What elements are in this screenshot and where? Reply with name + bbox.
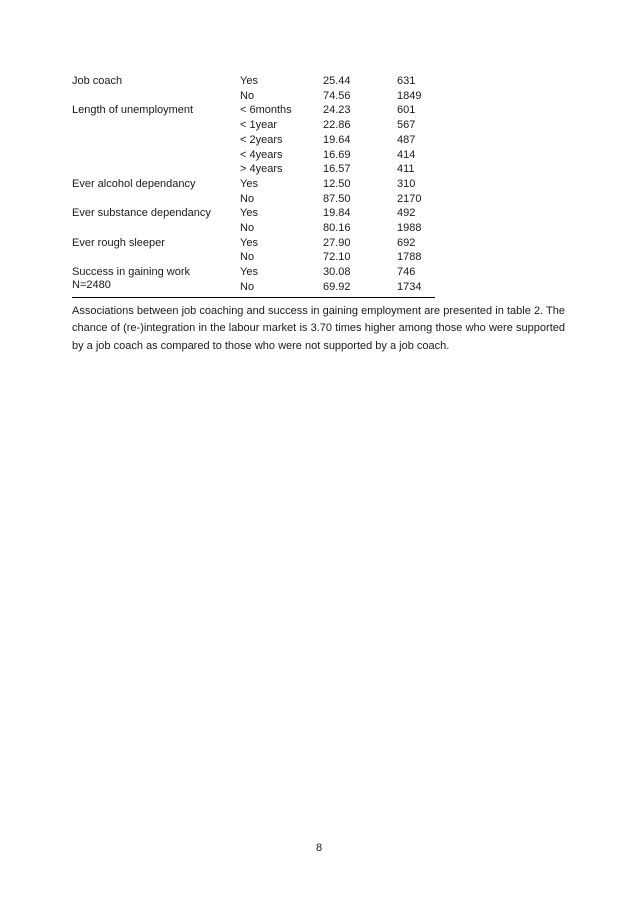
percent-cell: 12.50 bbox=[323, 177, 351, 190]
percent-cell: 69.92 bbox=[323, 280, 397, 297]
table-row bbox=[72, 280, 435, 297]
table-row bbox=[72, 192, 435, 207]
percent-cell: 22.86 bbox=[323, 119, 351, 132]
percent-cell: 72.10 bbox=[323, 251, 351, 264]
table-row bbox=[72, 133, 435, 148]
table-row bbox=[72, 74, 435, 89]
count-cell: 631 bbox=[397, 75, 416, 87]
table-row bbox=[72, 206, 435, 221]
category-cell: Yes bbox=[240, 236, 258, 249]
count-cell: 1734 bbox=[397, 280, 435, 297]
variable-cell: Success in gaining work bbox=[72, 266, 191, 279]
percent-cell: 30.08 bbox=[323, 266, 351, 279]
variable-cell bbox=[72, 133, 240, 148]
percent-cell: 19.84 bbox=[323, 207, 351, 220]
table-row bbox=[72, 103, 435, 118]
count-cell: 411 bbox=[397, 163, 415, 176]
count-cell: 1849 bbox=[397, 89, 422, 102]
percent-cell: 24.23 bbox=[323, 104, 351, 117]
variable-cell bbox=[72, 118, 240, 133]
category-cell: No bbox=[240, 222, 255, 235]
variable-cell: Ever alcohol dependancy bbox=[72, 177, 196, 190]
variable-cell: Job coach bbox=[72, 75, 123, 87]
count-cell: 692 bbox=[397, 236, 416, 249]
descriptive-statistics-table bbox=[72, 74, 435, 298]
category-cell: No bbox=[240, 192, 255, 205]
table-row bbox=[72, 162, 435, 177]
category-cell: > 4years bbox=[240, 163, 283, 176]
category-cell: < 2years bbox=[240, 133, 283, 146]
table-row bbox=[72, 177, 435, 192]
variable-cell bbox=[72, 250, 240, 265]
count-cell: 310 bbox=[397, 177, 416, 190]
variable-cell bbox=[72, 162, 240, 177]
category-cell: < 6months bbox=[240, 104, 292, 117]
count-cell: 567 bbox=[397, 119, 416, 132]
variable-cell bbox=[72, 221, 240, 236]
count-cell: 492 bbox=[397, 207, 416, 220]
variable-cell bbox=[72, 89, 240, 104]
variable-cell: Length of unemployment bbox=[72, 104, 194, 117]
percent-cell: 87.50 bbox=[323, 192, 351, 205]
table-row bbox=[72, 148, 435, 163]
count-cell: 746 bbox=[397, 266, 416, 279]
variable-cell bbox=[72, 192, 240, 207]
variable-cell: Ever substance dependancy bbox=[72, 207, 211, 220]
category-cell: Yes bbox=[240, 207, 258, 220]
percent-cell: 74.56 bbox=[323, 89, 351, 102]
table-body bbox=[72, 74, 435, 297]
count-cell: 2170 bbox=[397, 192, 422, 205]
percent-cell: 25.44 bbox=[323, 75, 351, 87]
table-row bbox=[72, 236, 435, 251]
variable-cell: Ever rough sleeper bbox=[72, 236, 165, 249]
category-cell: Yes bbox=[240, 75, 258, 87]
sample-size-note: N=2480 bbox=[72, 279, 111, 291]
variable-cell bbox=[72, 148, 240, 163]
count-cell: 1788 bbox=[397, 251, 422, 264]
count-cell: 1988 bbox=[397, 222, 422, 235]
category-cell: Yes bbox=[240, 266, 258, 279]
count-cell: 601 bbox=[397, 104, 416, 117]
category-cell: < 1year bbox=[240, 119, 277, 132]
table-row bbox=[72, 265, 435, 280]
category-cell: No bbox=[240, 251, 255, 264]
table-row bbox=[72, 118, 435, 133]
page-number: 8 bbox=[315, 842, 323, 854]
percent-cell: 80.16 bbox=[323, 222, 351, 235]
category-cell: < 4years bbox=[240, 148, 283, 161]
percent-cell: 27.90 bbox=[323, 236, 351, 249]
category-cell: No bbox=[240, 280, 323, 297]
table-row bbox=[72, 89, 435, 104]
table-row bbox=[72, 250, 435, 265]
table-row bbox=[72, 221, 435, 236]
percent-cell: 16.57 bbox=[323, 163, 351, 176]
category-cell: No bbox=[240, 89, 255, 102]
percent-cell: 19.64 bbox=[323, 133, 351, 146]
percent-cell: 16.69 bbox=[323, 148, 351, 161]
category-cell: Yes bbox=[240, 177, 258, 190]
count-cell: 487 bbox=[397, 133, 416, 146]
count-cell: 414 bbox=[397, 148, 416, 161]
body-paragraph: Associations between job coaching and success in gaining employment are presented in table 2. The chance of (re-)integration in the labour market is 3.70 times higher among those who were supported by a job coach as compared to those who were not supported by a job coach. bbox=[72, 305, 565, 352]
